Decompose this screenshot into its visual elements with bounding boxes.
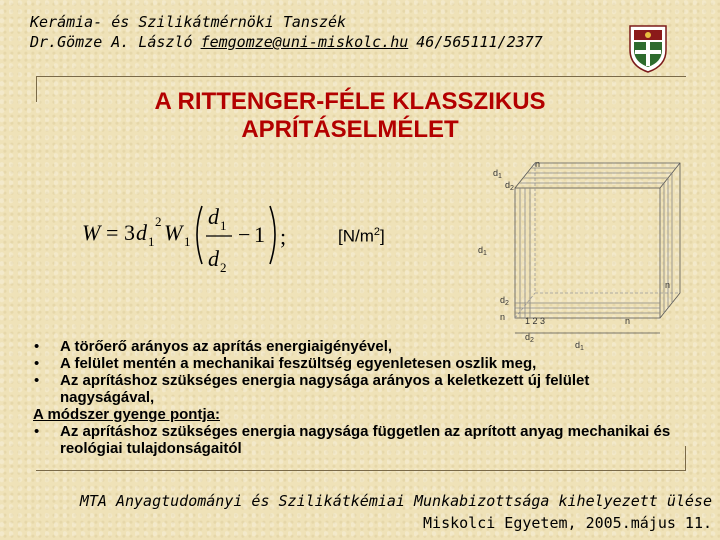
label-n-right: n — [665, 280, 671, 290]
label-n-side: n — [500, 312, 506, 322]
bullet-dot: • — [34, 338, 40, 355]
university-crest-logo — [626, 22, 670, 74]
svg-text:W: W — [82, 220, 101, 245]
svg-text:1: 1 — [254, 222, 265, 247]
svg-text:3: 3 — [124, 220, 135, 245]
bullet-text: A törőerő arányos az aprítás energiaigényével, — [60, 338, 393, 355]
list-item — [30, 338, 680, 355]
bullet-text: Az aprításhoz szükséges energia nagysága független az aprított anyag mechanikai és reológiai tulajdonságaitól — [60, 423, 671, 457]
label-d2-side: $d_2$ — [500, 295, 509, 307]
header-divider-tick — [36, 76, 37, 102]
unit-label — [338, 226, 385, 247]
svg-text:2: 2 — [220, 260, 227, 275]
cube-subdivision-diagram — [475, 158, 700, 353]
footer-divider-tick — [685, 446, 686, 470]
label-n-bottom: n — [625, 316, 631, 326]
phone-number: 46/565111/2377 — [416, 33, 543, 51]
bullet-dot: • — [34, 423, 40, 440]
svg-text:;: ; — [280, 224, 287, 249]
svg-text:2: 2 — [155, 214, 162, 229]
author-name: Dr.Gömze A. László — [30, 33, 193, 51]
bullet-dot: • — [34, 372, 40, 389]
svg-text:1: 1 — [148, 234, 155, 249]
slide-header — [30, 12, 630, 52]
bullet-text: Az aprításhoz szükséges energia nagysága arányos a keletkezett új felület nagyságával, — [60, 372, 590, 406]
svg-text:=: = — [106, 220, 119, 245]
list-item — [30, 423, 680, 457]
title-line-1: A RITTENGER-FÉLE KLASSZIKUS — [154, 88, 546, 115]
label-d1-top: $d_1$ — [493, 168, 502, 180]
svg-text:1: 1 — [184, 234, 191, 249]
slide-title — [90, 88, 610, 144]
rittinger-formula — [80, 188, 320, 278]
list-item — [30, 355, 680, 372]
label-sequence: 1 2 3 — [525, 316, 546, 326]
assumptions-list — [30, 338, 680, 457]
list-item — [30, 372, 680, 406]
contact-line — [30, 32, 630, 52]
label-d2-top: $d_2$ — [505, 180, 514, 192]
svg-text:d: d — [208, 246, 219, 271]
label-d2-bottom: $d_2$ — [525, 332, 534, 344]
unit-prefix: [N/m — [338, 226, 374, 246]
footer-line-1: MTA Anyagtudományi és Szilikátkémiai Munkabizottsága kihelyezett ülése — [79, 492, 712, 510]
weak-point-heading: A módszer gyenge pontja: — [33, 406, 220, 423]
label-n-top: n — [535, 159, 541, 169]
svg-text:W: W — [164, 220, 183, 245]
unit-suffix: ] — [380, 226, 385, 246]
footer-divider — [36, 470, 686, 471]
label-d1-side: $d_1$ — [478, 245, 487, 257]
footer-line-2: Miskolci Egyetem, 2005.május 11. — [423, 514, 712, 532]
svg-text:1: 1 — [220, 218, 227, 233]
svg-text:d: d — [136, 220, 147, 245]
svg-text:−: − — [238, 222, 251, 247]
svg-text:d: d — [208, 204, 219, 229]
unit-exponent: 2 — [373, 226, 381, 238]
department-name: Kerámia- és Szilikátmérnöki Tanszék — [30, 13, 347, 31]
header-divider — [36, 76, 686, 77]
slide-footer — [80, 490, 712, 534]
label-d1-bottom: $d_1$ — [575, 340, 584, 352]
email-link[interactable]: femgomze@uni-miskolc.hu — [200, 33, 409, 51]
bullet-dot: • — [34, 355, 40, 372]
title-line-2: APRÍTÁSELMÉLET — [241, 116, 459, 143]
bullet-text: A felület mentén a mechanikai feszültség egyenletesen oszlik meg, — [60, 355, 537, 372]
